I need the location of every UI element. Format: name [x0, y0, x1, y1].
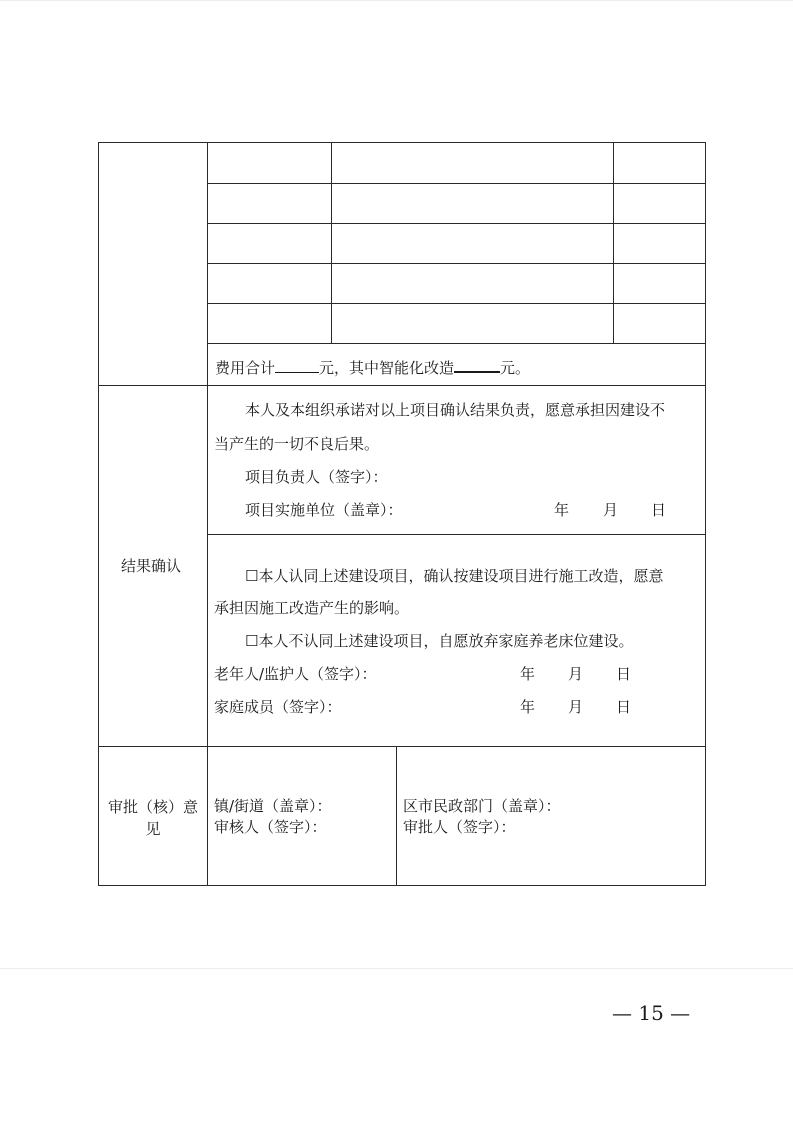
label-column-divider [207, 142, 208, 886]
cost-total-prefix: 费用合计 [215, 359, 276, 377]
unit-date-year: 年 [554, 501, 570, 519]
item-row-divider [207, 223, 706, 224]
agree-option-line2: 承担因施工改造产生的影响。 [214, 599, 410, 617]
scan-edge-top [0, 0, 793, 1]
table-border-top [98, 142, 706, 143]
family-member-signature: 家庭成员（签字）： [214, 698, 342, 716]
unit-date-day: 日 [651, 501, 667, 519]
item-row-divider [207, 263, 706, 264]
approver-signature: 审批人（签字）： [403, 818, 516, 836]
total-amount-blank [275, 358, 319, 373]
commitment-text-line2: 当产生的一切不良后果。 [214, 435, 380, 453]
town-street-seal: 镇/街道（盖章）： [214, 797, 332, 815]
commitment-text-line1: 本人及本组织承诺对以上项目确认结果负责，愿意承担因建设不 [245, 401, 666, 419]
cost-total-text [215, 357, 530, 377]
approval-column-divider [396, 746, 397, 886]
elder-date-year: 年 [520, 665, 536, 683]
cost-total-mid: 元，其中智能化改造 [319, 359, 455, 377]
approval-opinion-label: 审批（核）意见 [107, 798, 198, 838]
item-row-divider [207, 183, 706, 184]
family-date-day: 日 [616, 698, 632, 716]
disagree-option: ☐本人不认同上述建设项目，自愿放弃家庭养老床位建设。 [245, 632, 634, 650]
elder-guardian-signature: 老年人/监护人（签字）： [214, 665, 377, 683]
section-divider [98, 746, 706, 747]
elder-date-day: 日 [616, 665, 632, 683]
family-date-month: 月 [568, 698, 584, 716]
result-inner-divider [207, 534, 706, 535]
smart-renovation-amount-blank [454, 357, 500, 373]
scan-fold-line [0, 968, 793, 969]
item-column-divider [331, 142, 332, 343]
district-civil-affairs-seal: 区市民政部门（盖章）： [403, 797, 561, 815]
reviewer-signature: 审核人（签字）： [214, 818, 327, 836]
section-divider [98, 385, 706, 386]
item-row-divider [207, 343, 706, 344]
table-border-left [98, 142, 99, 886]
unit-date-month: 月 [603, 501, 619, 519]
elder-date-month: 月 [568, 665, 584, 683]
agree-option-line1: ☐本人认同上述建设项目，确认按建设项目进行施工改造，愿意 [245, 567, 664, 585]
page-number: — 15 — [612, 1001, 691, 1025]
item-row-divider [207, 303, 706, 304]
table-border-right [705, 142, 706, 886]
result-confirmation-label: 结果确认 [121, 557, 182, 575]
project-leader-signature: 项目负责人（签字）： [245, 468, 388, 486]
item-column-divider [613, 142, 614, 343]
family-date-year: 年 [520, 698, 536, 716]
table-border-bottom [98, 885, 706, 886]
implementing-unit-seal: 项目实施单位（盖章）： [245, 501, 403, 519]
cost-total-suffix: 元。 [500, 359, 531, 377]
